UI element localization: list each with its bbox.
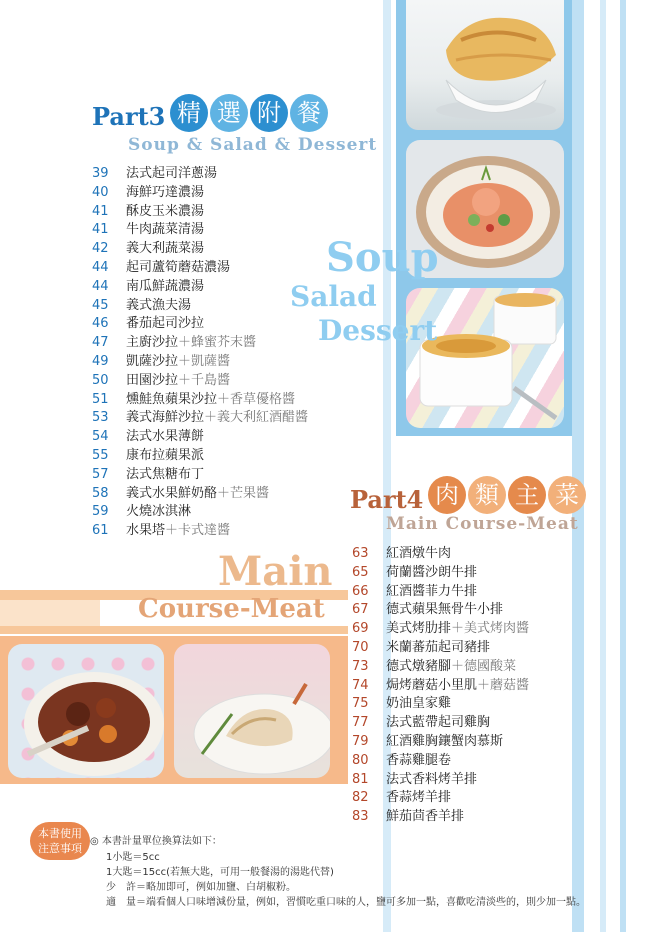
- part3-menu-item: [92, 240, 308, 259]
- dish-name: 起司蘆筍蘑菇濃湯: [126, 259, 231, 275]
- deco-soup: Soup: [326, 234, 439, 281]
- notes-line: 1大匙＝15cc(若無大匙，可用一般餐湯的湯匙代替): [106, 867, 334, 878]
- part3-label: Part3: [92, 102, 166, 131]
- part3-menu-item: [92, 503, 308, 522]
- part3-menu-item: [92, 184, 308, 203]
- page-number: 69: [352, 621, 369, 637]
- part3-menu-item: [92, 203, 308, 222]
- page-number: 82: [352, 790, 369, 806]
- dish-sauce: ＋千島醬: [178, 372, 231, 388]
- dish-name: 法式香料烤羊排: [386, 771, 478, 787]
- dish-name: 燻鮭魚蘋果沙拉: [126, 391, 218, 407]
- part3-menu-item: [92, 391, 308, 410]
- dish-name: 主廚沙拉: [126, 335, 179, 351]
- page-number: 74: [352, 677, 369, 693]
- dish-name: 鮮茄茴香羊排: [386, 809, 465, 825]
- part4-menu-item: [352, 771, 529, 790]
- page-number: 54: [92, 429, 109, 445]
- page-number: 50: [92, 372, 109, 388]
- dish-name: 奶油皇家雞: [386, 696, 452, 712]
- page-number: 47: [92, 335, 109, 351]
- chicken-photo: [174, 644, 330, 778]
- dish-name: 火燒冰淇淋: [126, 504, 192, 520]
- orange-stripe: [0, 600, 100, 626]
- page-number: 53: [92, 410, 109, 426]
- page-number: 57: [92, 466, 109, 482]
- part3-menu-item: [92, 165, 308, 184]
- part4-menu-item: [352, 620, 529, 639]
- dessert-photo: [406, 288, 564, 428]
- dish-name: 焗烤蘑菇小里肌: [386, 677, 478, 693]
- dish-name: 義式海鮮沙拉: [126, 410, 205, 426]
- part4-menu-item: [352, 564, 529, 583]
- dish-name: 田園沙拉: [126, 372, 179, 388]
- dish-name: 水果塔: [126, 523, 166, 539]
- page-number: 83: [352, 809, 369, 825]
- page-number: 45: [92, 297, 109, 313]
- part4-menu-item: [352, 639, 529, 658]
- page-number: 63: [352, 546, 369, 561]
- part4-menu-item: [352, 808, 529, 827]
- part3-menu-item: [92, 485, 308, 504]
- part4-menu-item: [352, 545, 529, 564]
- dish-name: 德式燉豬腳: [386, 658, 452, 674]
- chicken-photo-art: [174, 644, 330, 778]
- page-number: 41: [92, 222, 109, 238]
- page-number: 58: [92, 485, 109, 501]
- deco-dessert: Dessert: [318, 314, 438, 347]
- part4-menu-item: [352, 658, 529, 677]
- page-number: 79: [352, 733, 369, 749]
- stripe-decoration: [600, 0, 606, 932]
- stripe-decoration: [572, 0, 584, 932]
- dish-name: 義式漁夫湯: [126, 297, 192, 313]
- page-number: 61: [92, 523, 109, 539]
- dish-sauce: ＋蜂蜜芥末醬: [178, 335, 257, 351]
- dish-name: 牛肉蔬菜清湯: [126, 222, 205, 238]
- part3-title-char: 選: [210, 94, 248, 132]
- page-number: 70: [352, 639, 369, 655]
- part4-title-char: 主: [508, 476, 546, 514]
- dish-name: 南瓜鮮蔬濃湯: [126, 278, 205, 294]
- stripe-decoration: [620, 0, 626, 932]
- part4-menu-item: [352, 789, 529, 808]
- page-number: 81: [352, 771, 369, 787]
- part4-menu-list: [352, 545, 529, 827]
- part3-menu-item: [92, 315, 308, 334]
- page-number: 46: [92, 316, 109, 332]
- part3-menu-list: [92, 165, 308, 541]
- deco-main: Main: [218, 548, 333, 595]
- part4-menu-item: [352, 695, 529, 714]
- part4-subtitle: Main Course-Meat: [386, 514, 579, 534]
- dish-name: 法式藍帶起司雞胸: [386, 715, 491, 731]
- part3-menu-item: [92, 428, 308, 447]
- dish-sauce: ＋美式烤肉醬: [451, 621, 530, 637]
- page-number: 80: [352, 752, 369, 768]
- soup-photo: [406, 0, 564, 130]
- dish-sauce: ＋德國酸菜: [451, 658, 517, 674]
- dish-name: 美式烤肋排: [386, 621, 452, 637]
- part3-menu-item: [92, 221, 308, 240]
- dish-name: 番茄起司沙拉: [126, 316, 205, 332]
- dish-sauce: ＋凱薩醬: [178, 353, 231, 369]
- part3-title-char: 精: [170, 94, 208, 132]
- part4-title-char: 類: [468, 476, 506, 514]
- orange-stripe: [0, 626, 348, 634]
- dish-name: 法式焦糖布丁: [126, 466, 205, 482]
- part4-label: Part4: [350, 485, 424, 514]
- part4-title-char: 肉: [428, 476, 466, 514]
- part4-menu-item: [352, 752, 529, 771]
- part4-menu-item: [352, 714, 529, 733]
- dish-name: 義大利蔬菜湯: [126, 241, 205, 257]
- part4-menu-item: [352, 583, 529, 602]
- part4-menu-item: [352, 677, 529, 696]
- dish-name: 法式水果薄餅: [126, 429, 205, 445]
- part3-menu-item: [92, 409, 308, 428]
- part3-title-char: 餐: [290, 94, 328, 132]
- dish-name: 香蒜烤羊排: [386, 790, 452, 806]
- page-number: 73: [352, 658, 369, 674]
- dish-sauce: ＋卡式達醬: [165, 523, 231, 539]
- page-number: 65: [352, 564, 369, 580]
- dish-name: 義式水果鮮奶酪: [126, 485, 218, 501]
- deco-salad: Salad: [290, 280, 377, 313]
- dish-name: 酥皮玉米濃湯: [126, 203, 205, 219]
- page-number: 55: [92, 447, 109, 463]
- notes-badge-line1: 本書使用: [38, 827, 82, 840]
- part3-menu-item: [92, 522, 308, 541]
- dessert-photo-art: [406, 288, 564, 428]
- dish-name: 海鮮巧達濃湯: [126, 184, 205, 200]
- dish-name: 凱薩沙拉: [126, 353, 179, 369]
- dish-name: 紅酒燉牛肉: [386, 546, 452, 561]
- part3-menu-item: [92, 334, 308, 353]
- part3-menu-item: [92, 466, 308, 485]
- dish-sauce: ＋芒果醬: [217, 485, 270, 501]
- part4-title-char: 菜: [548, 476, 586, 514]
- dish-sauce: ＋香草優格醬: [217, 391, 296, 407]
- part3-menu-item: [92, 297, 308, 316]
- page-number: 44: [92, 259, 109, 275]
- beef-stew-photo-art: [8, 644, 164, 778]
- part3-menu-item: [92, 447, 308, 466]
- dish-name: 米蘭蕃茄起司豬排: [386, 639, 491, 655]
- dish-name: 法式起司洋蔥湯: [126, 166, 218, 181]
- beef-stew-photo: [8, 644, 164, 778]
- page-number: 67: [352, 602, 369, 618]
- page-number: 41: [92, 203, 109, 219]
- part3-title-char: 附: [250, 94, 288, 132]
- part3-menu-item: [92, 259, 308, 278]
- dish-sauce: ＋蘑菇醬: [477, 677, 530, 693]
- part3-menu-item: [92, 353, 308, 372]
- page-number: 51: [92, 391, 109, 407]
- page-number: 75: [352, 696, 369, 712]
- deco-course-meat: Course-Meat: [138, 594, 325, 624]
- part4-menu-item: [352, 733, 529, 752]
- part3-menu-item: [92, 278, 308, 297]
- part3-subtitle: Soup & Salad & Dessert: [128, 135, 378, 155]
- page-number: 40: [92, 184, 109, 200]
- dish-name: 康布拉蘋果派: [126, 447, 205, 463]
- notes-line: 少 許＝略加即可，例如加鹽、白胡椒粉。: [106, 882, 296, 893]
- dish-sauce: ＋義大利紅酒醋醬: [204, 410, 309, 426]
- notes-line: 適 量＝端看個人口味增減份量，例如，習慣吃重口味的人，鹽可多加一點，喜歡吃清淡些的，則少加一點。: [106, 897, 586, 908]
- part3-menu-item: [92, 372, 308, 391]
- part4-menu-item: [352, 601, 529, 620]
- page-number: 59: [92, 504, 109, 520]
- page-number: 77: [352, 715, 369, 731]
- page-number: 49: [92, 353, 109, 369]
- dish-name: 德式蘋果無骨牛小排: [386, 602, 504, 618]
- dish-name: 荷蘭醬沙朗牛排: [386, 564, 478, 580]
- page-number: 39: [92, 166, 109, 181]
- dish-name: 香蒜雞腿卷: [386, 752, 452, 768]
- dish-name: 紅酒醬菲力牛排: [386, 583, 478, 599]
- page-number: 44: [92, 278, 109, 294]
- notes-intro: ◎ 本書計量單位換算法如下：: [90, 836, 222, 847]
- page-number: 66: [352, 583, 369, 599]
- soup-photo-art: [406, 0, 564, 130]
- page-number: 42: [92, 241, 109, 257]
- notes-badge-line2: 注意事項: [38, 842, 82, 855]
- notes-line: 1小匙＝5cc: [106, 852, 160, 863]
- notes-badge: [30, 822, 90, 860]
- dish-name: 紅酒雞胸鑲蟹肉慕斯: [386, 733, 504, 749]
